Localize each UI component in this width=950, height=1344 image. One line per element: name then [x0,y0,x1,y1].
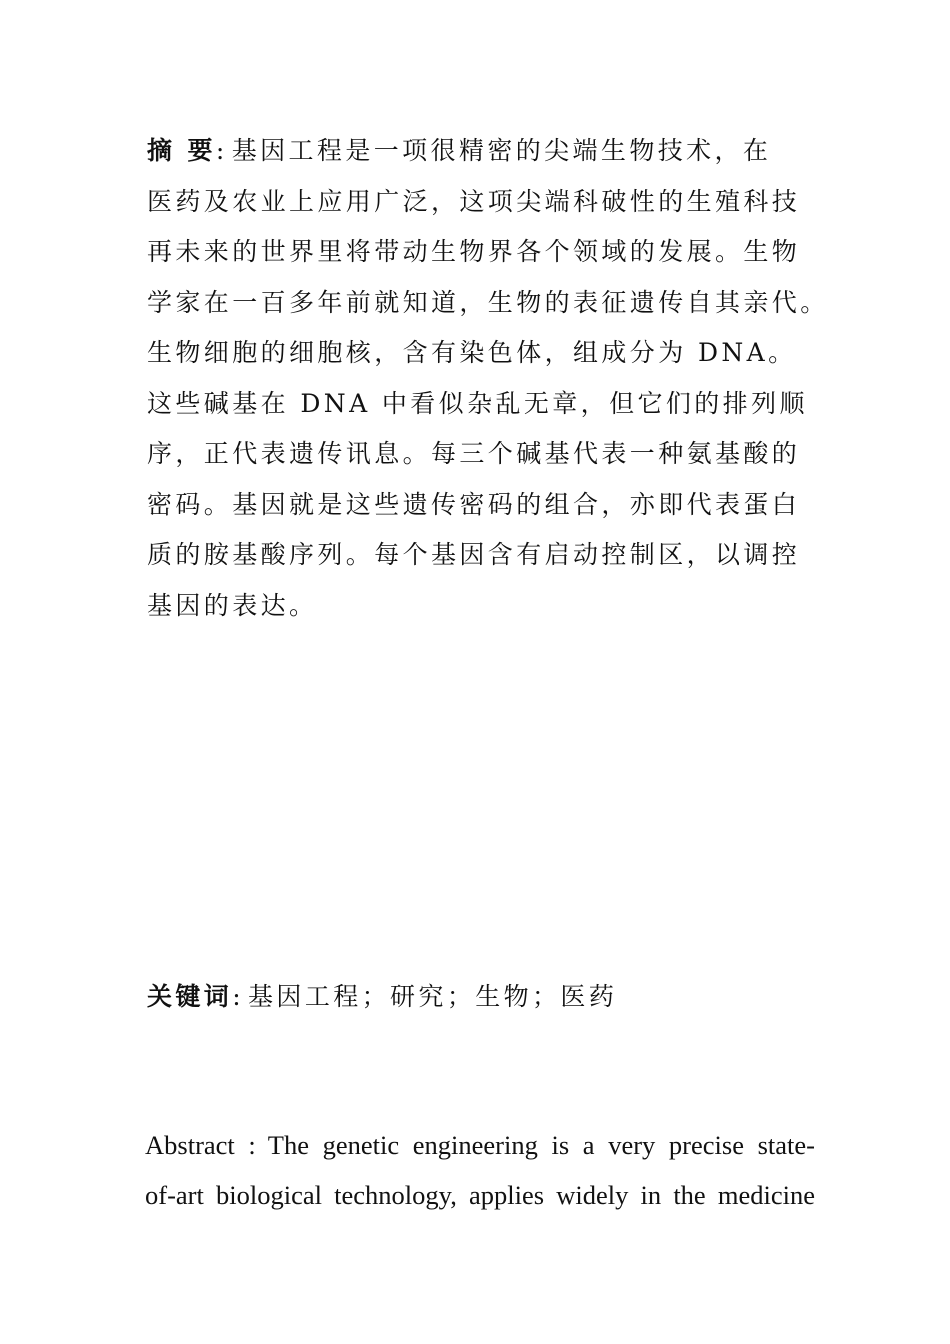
abstract-line: 这些碱基在 DNA 中看似杂乱无章，但它们的排列顺 [147,388,808,418]
keywords-label: 关键词 [147,982,233,1011]
keywords-separator: : [232,982,245,1011]
keywords [147,972,617,1022]
english-abstract-line: of-art biological technology, applies widely in the medicine [145,1180,815,1210]
abstract-line: 再未来的世界里将带动生物界各个领域的发展。生物 [147,237,801,266]
abstract-line: 密码。基因就是这些遗传密码的组合，亦即代表蛋白 [147,489,801,519]
chinese-abstract [147,126,837,631]
keywords-text: 基因工程；研究；生物；医药 [248,982,618,1011]
abstract-line: 医药及农业上应用广泛，这项尖端科破性的生殖科技 [147,186,801,216]
english-abstract-line [145,1120,815,1170]
english-abstract-text: The genetic engineering is a very precise state- [267,1130,815,1160]
abstract-line [147,126,837,177]
abstract-line: 基因的表达。 [147,590,318,620]
english-abstract [145,1120,815,1220]
abstract-line: 学家在一百多年前就知道，生物的表征遗传自其亲代。 [147,287,829,317]
abstract-label: 摘 要 [147,136,216,165]
abstract-line: 生物细胞的细胞核，含有染色体，组成分为 DNA。 [147,338,797,367]
english-abstract-label: Abstract : [145,1130,256,1160]
abstract-text: 基因工程是一项很精密的尖端生物技术，在 [231,136,772,165]
abstract-line: 序，正代表遗传讯息。每三个碱基代表一种氨基酸的 [147,439,801,468]
abstract-label-separator: : [215,136,228,165]
abstract-line: 质的胺基酸序列。每个基因含有启动控制区，以调控 [147,540,801,569]
